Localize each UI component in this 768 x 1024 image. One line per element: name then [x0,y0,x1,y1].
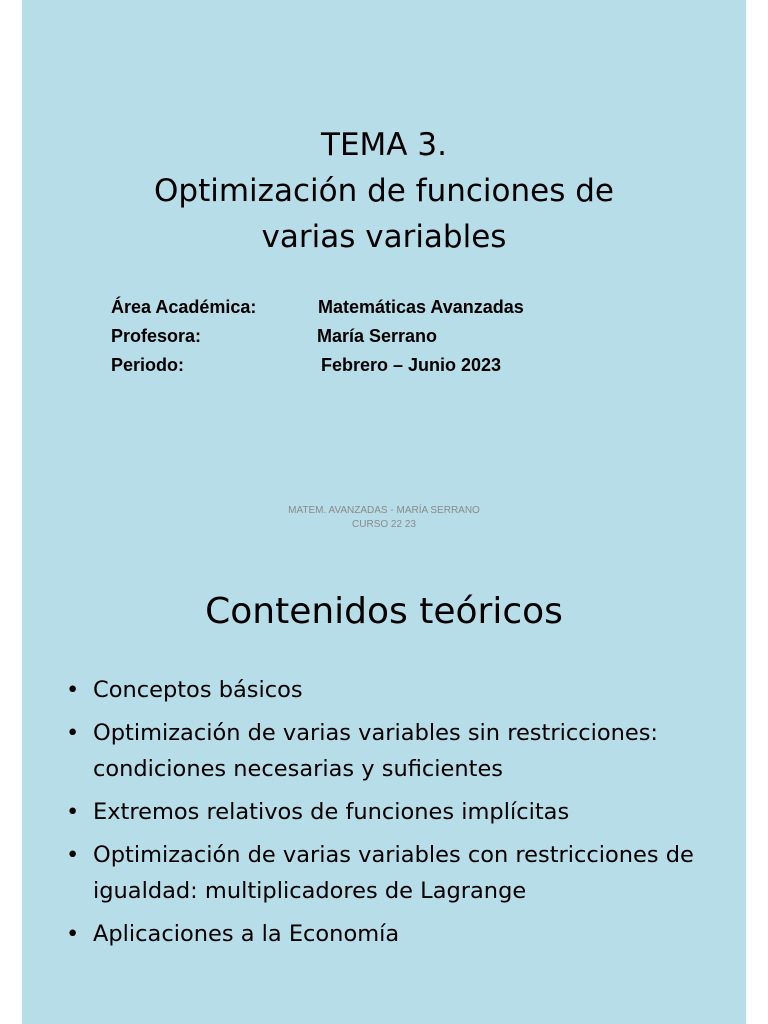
slide-title [22,122,746,260]
list-item-text: Optimización de varias variables con restricciones de igualdad: multiplicadores de Lagrange [93,842,694,904]
info-label-area: Área Académica: [111,297,257,317]
list-item [66,672,736,708]
title-line-3: varias variables [261,219,507,255]
document-page [22,0,746,1024]
list-item-text: Conceptos básicos [93,677,303,703]
content-list [66,672,736,959]
info-value-periodo: Febrero – Junio 2023 [321,355,502,375]
info-value-area: Matemáticas Avanzadas [318,297,524,317]
page-footer [22,504,746,532]
list-item-text: Optimización de varias variables sin restricciones: condiciones necesarias y suficientes [93,720,659,782]
title-line-2: Optimización de funciones de [154,173,614,209]
bullet-icon: • [66,677,80,703]
footer-line-2: CURSO 22 23 [352,519,416,530]
info-label-periodo: Periodo: [111,355,185,375]
bullet-icon: • [66,799,80,825]
footer-line-1: MATEM. AVANZADAS - MARÍA SERRANO [288,505,480,516]
list-item-text: Extremos relativos de funciones implícitas [93,799,570,825]
list-item [66,794,736,830]
bullet-icon: • [66,720,80,746]
list-item [66,837,736,909]
info-value-profesora: María Serrano [317,326,438,346]
bullet-icon: • [66,842,80,868]
section-title: Contenidos teóricos [205,591,563,632]
list-item [66,916,736,952]
title-line-1: TEMA 3. [321,127,447,163]
list-item-text: Aplicaciones a la Economía [93,921,400,947]
list-item [66,715,736,787]
info-label-profesora: Profesora: [111,326,202,346]
bullet-icon: • [66,921,80,947]
